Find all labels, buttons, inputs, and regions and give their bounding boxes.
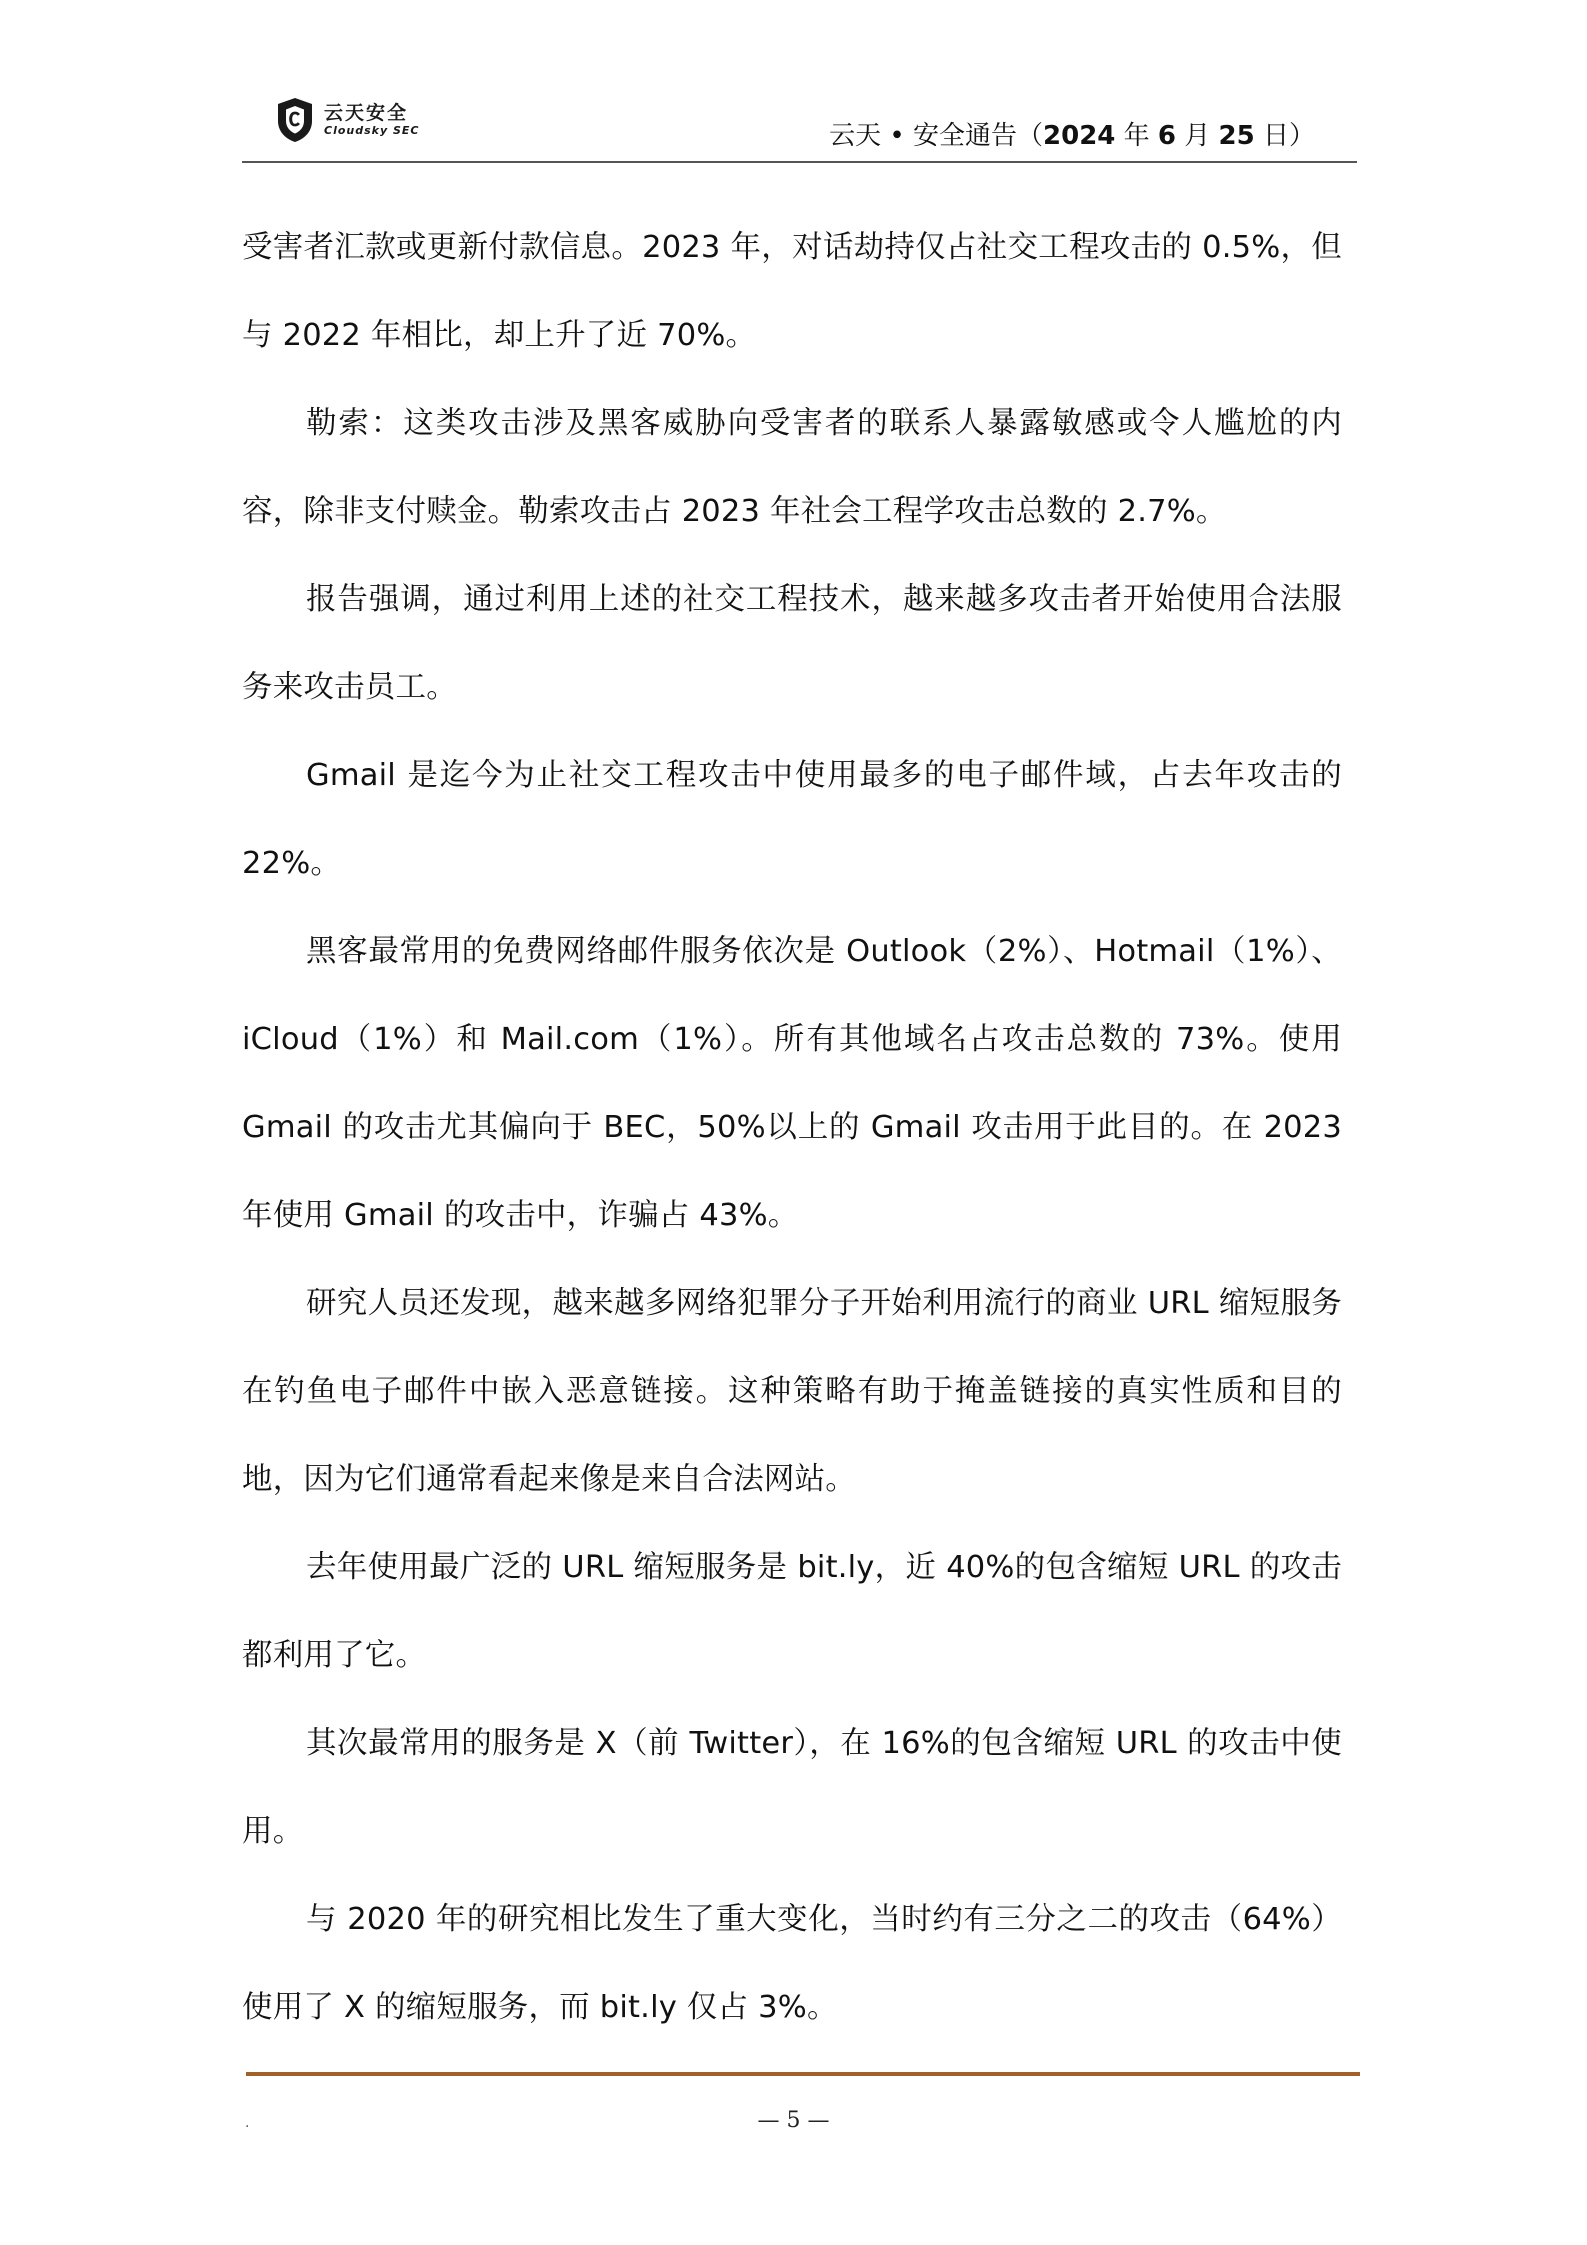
shield-logo-icon bbox=[276, 97, 314, 143]
logo-chinese-name: 云天安全 bbox=[324, 102, 409, 124]
bulletin-title bbox=[829, 115, 1315, 152]
body-text bbox=[242, 204, 1342, 2052]
paragraph-extortion: 勒索：这类攻击涉及黑客威胁向受害者的联系人暴露敏感或令人尴尬的内容，除非支付赎金。勒索攻击占 2023 年社会工程学攻击总数的 2.7%。 bbox=[242, 406, 1342, 529]
page-header bbox=[242, 95, 1357, 163]
company-logo bbox=[276, 97, 496, 145]
header-divider bbox=[242, 161, 1357, 163]
paragraph-bitly: 去年使用最广泛的 URL 缩短服务是 bit.ly，近 40%的包含缩短 URL 的攻击都利用了它。 bbox=[242, 1550, 1342, 1673]
paragraph-continuation: 受害者汇款或更新付款信息。2023 年，对话劫持仅占社交工程攻击的 0.5%，但与 2022 年相比，却上升了近 70%。 bbox=[242, 230, 1342, 353]
title-day: 25 bbox=[1218, 121, 1255, 151]
page-number: — 5 — bbox=[757, 2108, 830, 2133]
title-year-unit: 年 bbox=[1115, 121, 1158, 151]
logo-english-name: Cloudsky SEC bbox=[324, 124, 420, 137]
title-month-unit: 月 bbox=[1176, 121, 1219, 151]
footer-dot: . bbox=[245, 2115, 250, 2131]
title-prefix: 云天 • 安全通告（ bbox=[829, 121, 1044, 151]
paragraph-url-shorteners: 研究人员还发现，越来越多网络犯罪分子开始利用流行的商业 URL 缩短服务在钓鱼电子邮件中嵌入恶意链接。这种策略有助于掩盖链接的真实性质和目的地，因为它们通常看起来像是来自合法网站。 bbox=[242, 1286, 1342, 1497]
paragraph-2020-comparison: 与 2020 年的研究相比发生了重大变化，当时约有三分之二的攻击（64%）使用了 X 的缩短服务，而 bit.ly 仅占 3%。 bbox=[242, 1902, 1342, 2025]
footer-divider bbox=[246, 2072, 1360, 2076]
paragraph-x-twitter: 其次最常用的服务是 X（前 Twitter），在 16%的包含缩短 URL 的攻击中使用。 bbox=[242, 1726, 1342, 1849]
paragraph-report-emphasis: 报告强调，通过利用上述的社交工程技术，越来越多攻击者开始使用合法服务来攻击员工。 bbox=[242, 582, 1342, 705]
title-suffix: 日） bbox=[1254, 121, 1315, 151]
title-month: 6 bbox=[1157, 121, 1177, 151]
paragraph-gmail: Gmail 是迄今为止社交工程攻击中使用最多的电子邮件域，占去年攻击的 22%。 bbox=[242, 758, 1342, 881]
paragraph-webmail-services: 黑客最常用的免费网络邮件服务依次是 Outlook（2%）、Hotmail（1%）、iCloud（1%）和 Mail.com（1%）。所有其他域名占攻击总数的 73%。使用 Gmail 的攻击尤其偏向于 BEC，50%以上的 Gmail 攻击用于此目的。在 2023 年使用 Gmail 的攻击中，诈骗占 43%。 bbox=[242, 934, 1342, 1233]
title-year: 2024 bbox=[1043, 121, 1116, 151]
